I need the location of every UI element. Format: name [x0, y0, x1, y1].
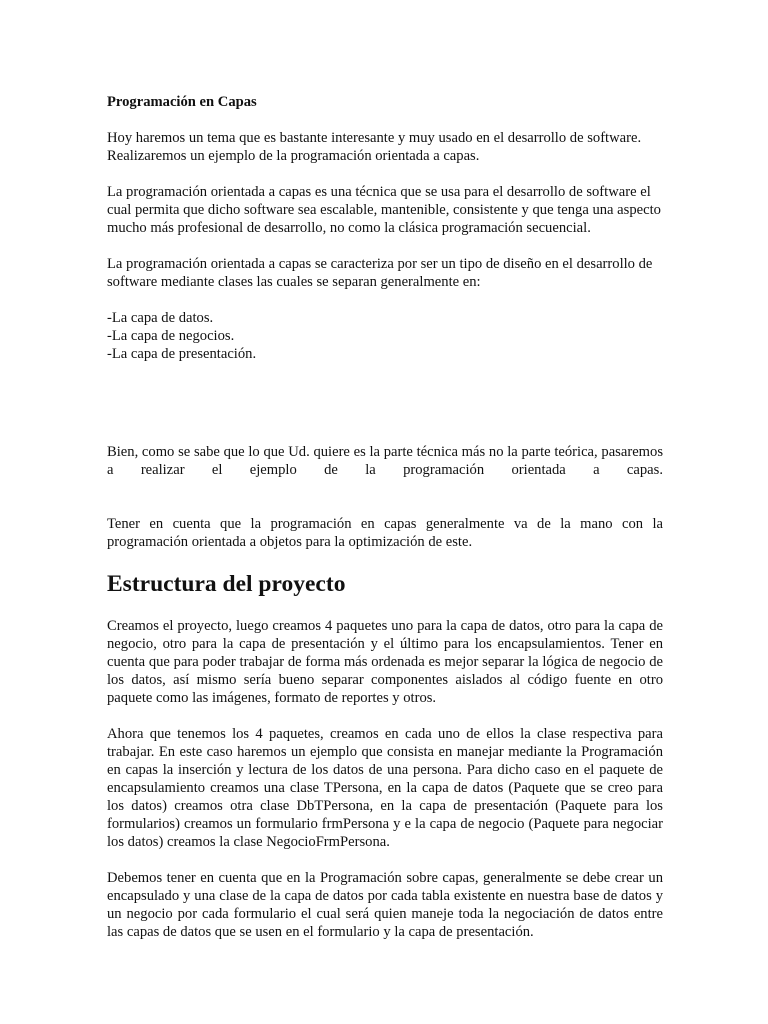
technical-intro-paragraph: Bien, como se sabe que lo que Ud. quiere es la parte técnica más no la parte teórica, pasaremos a realizar el ejemplo de la programación orientada a capas.: [107, 444, 663, 478]
blank-space: [107, 363, 663, 443]
section-heading: Estructura del proyecto: [107, 571, 346, 597]
layers-list: [107, 309, 663, 363]
document-title: Programación en Capas: [107, 94, 257, 110]
definition-paragraph: La programación orientada a capas es una técnica que se usa para el desarrollo de software el cual permita que dicho software sea escalable, mantenible, consistente y que tenga una aspecto mucho más profesional de desarrollo, no como la clásica programación secuencial.: [107, 184, 661, 236]
classes-paragraph: Ahora que tenemos los 4 paquetes, creamos en cada uno de ellos la clase respectiva para trabajar. En este caso haremos un ejemplo que consista en manejar mediante la Programación en capas la inserción y lectura de los datos de una persona. Para dicho caso en el paquete de encapsulamiento creamos una clase TPersona, en la capa de datos (Paquete que se creo para los datos) creamos otra clase DbTPersona, en la capa de presentación (Paquete para los formularios) creamos un formulario frmPersona y e la capa de negocio (Paquete para negociar los datos) creamos la clase NegocioFrmPersona.: [107, 726, 663, 850]
layers-note-paragraph: Debemos tener en cuenta que en la Programación sobre capas, generalmente se debe crear un encapsulado y una clase de la capa de datos por cada tabla existente en nuestra base de datos y un negocio por cada formulario el cual será quien maneje toda la negociación de datos entre las capas de datos que se usen en el formulario y la capa de presentación.: [107, 870, 663, 940]
oop-note-paragraph: Tener en cuenta que la programación en capas generalmente va de la mano con la programación orientada a objetos para la optimización de este.: [107, 516, 663, 550]
characteristics-paragraph: La programación orientada a capas se caracteriza por ser un tipo de diseño en el desarrollo de software mediante clases las cuales se separan generalmente en:: [107, 256, 653, 290]
document-page: [107, 93, 663, 959]
intro-paragraph: Hoy haremos un tema que es bastante interesante y muy usado en el desarrollo de software. Realizaremos un ejemplo de la programación orientada a capas.: [107, 130, 642, 164]
list-item: -La capa de presentación.: [107, 346, 257, 362]
project-structure-paragraph: Creamos el proyecto, luego creamos 4 paquetes uno para la capa de datos, otro para la capa de negocio, otro para la capa de presentación y el último para los encapsulamientos. Tener en cuenta que para poder trabajar de forma más ordenada es mejor separar la lógica de negocio de los datos, así mismo sería bueno separar componentes aislados al código fuente en otro paquete como las imágenes, formato de reportes y otros.: [107, 618, 663, 706]
list-item: -La capa de datos.: [107, 310, 214, 326]
list-item: -La capa de negocios.: [107, 328, 235, 344]
